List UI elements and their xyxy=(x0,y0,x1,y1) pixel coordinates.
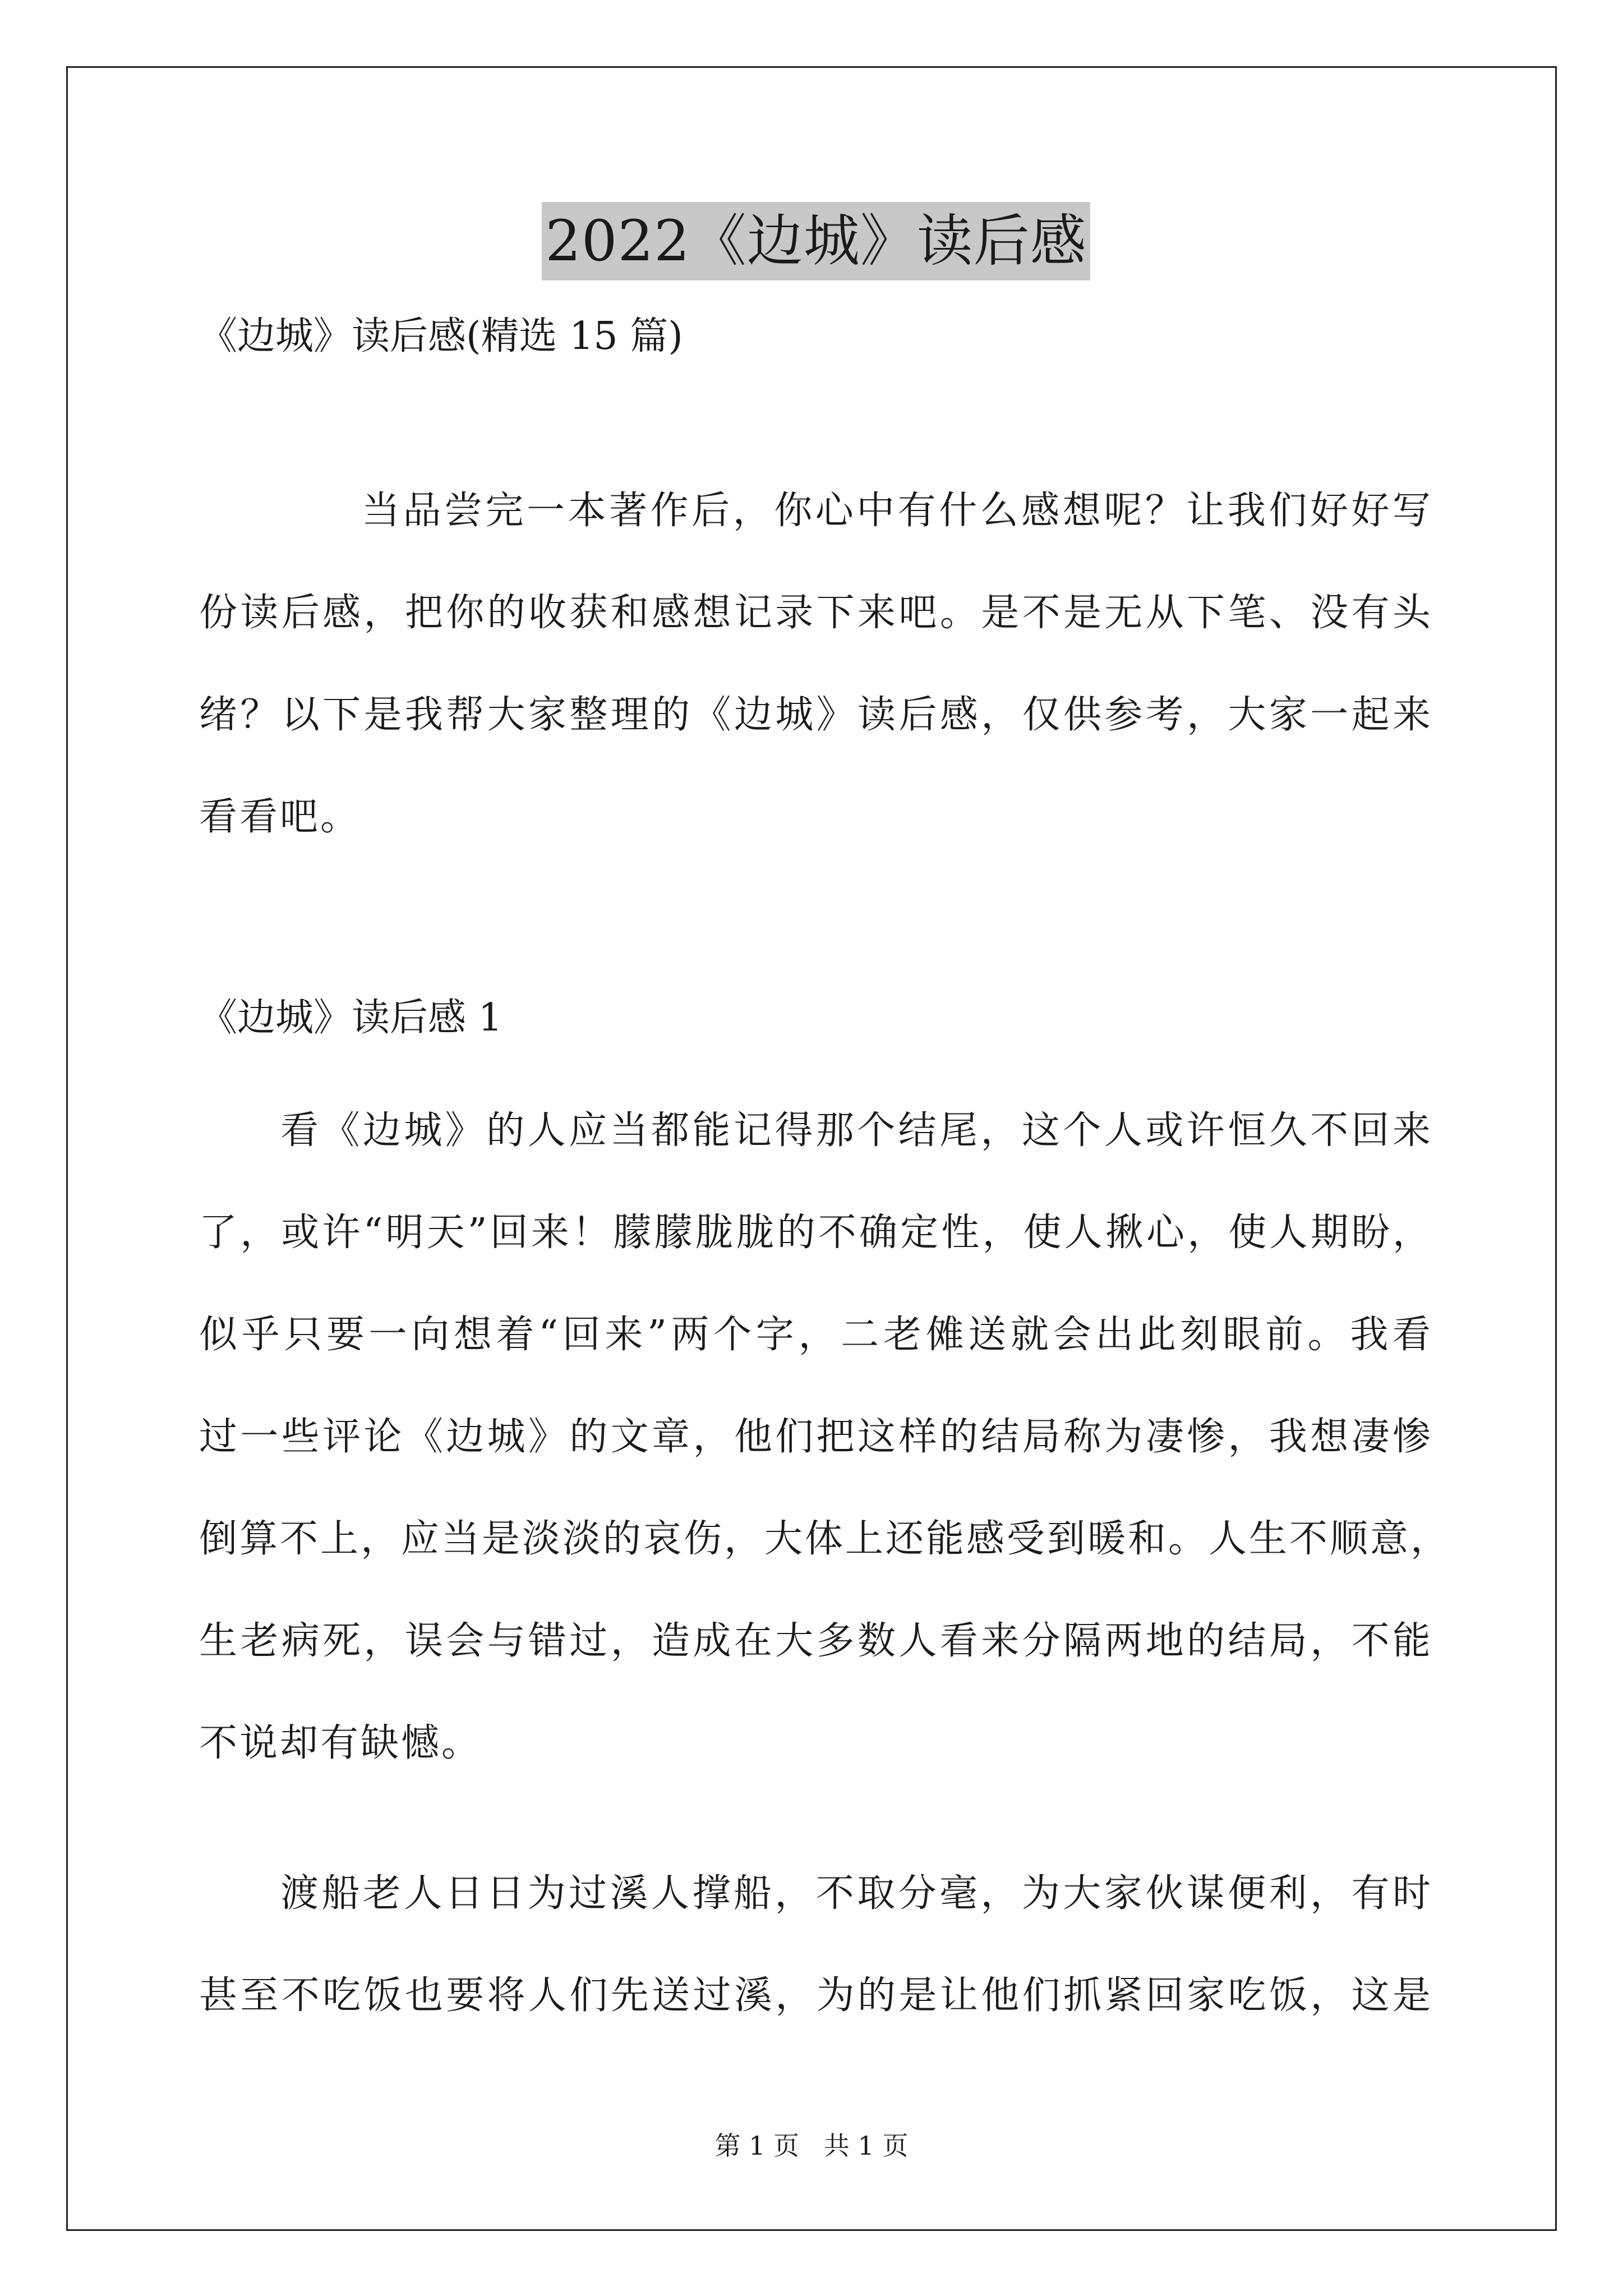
paragraph-line: 倒算不上，应当是淡淡的哀伤，大体上还能感受到暖和。人生不顺意， xyxy=(199,1517,1451,1561)
paragraph-line: 似乎只要一向想着“回来”两个字，二老傩送就会出此刻眼前。我看 xyxy=(199,1313,1433,1357)
paragraph-line: 过一些评论《边城》的文章，他们把这样的结局称为凄惨，我想凄惨 xyxy=(199,1415,1433,1459)
paragraph-line: 甚至不吃饭也要将人们先送过溪，为的是让他们抓紧回家吃饭，这是 xyxy=(199,1973,1433,2018)
paragraph-1 xyxy=(199,1080,1451,1795)
page-footer: 第 1 页 共 1 页 xyxy=(714,2131,909,2161)
paragraph-line: 看《边城》的人应当都能记得那个结尾，这个人或许恒久不回来 xyxy=(280,1108,1433,1153)
section-heading: 《边城》读后感 1 xyxy=(199,996,502,1040)
intro-paragraph xyxy=(199,460,1433,868)
intro-line: 当品尝完一本著作后，你心中有什么感想呢？让我们好好写 xyxy=(362,489,1433,533)
paragraph-2 xyxy=(199,1843,1433,2047)
paragraph-line: 生老病死，误会与错过，造成在大多数人看来分隔两地的结局，不能 xyxy=(199,1619,1433,1663)
intro-line: 份读后感，把你的收获和感想记录下来吧。是不是无从下笔、没有头 xyxy=(199,591,1433,635)
paragraph-line: 了，或许“明天”回来！朦朦胧胧的不确定性，使人揪心，使人期盼， xyxy=(199,1211,1433,1255)
title-container xyxy=(199,202,1433,280)
paragraph-line: 渡船老人日日为过溪人撑船，不取分毫，为大家伙谋便利，有时 xyxy=(280,1871,1433,1916)
document-subtitle: 《边城》读后感(精选 15 篇) xyxy=(199,314,683,358)
paragraph-line: 不说却有缺憾。 xyxy=(199,1721,482,1765)
document-title[interactable]: 2022《边城》读后感 xyxy=(542,202,1090,280)
intro-line: 看看吧。 xyxy=(199,795,361,839)
intro-line: 绪？以下是我帮大家整理的《边城》读后感，仅供参考，大家一起来 xyxy=(199,693,1433,737)
